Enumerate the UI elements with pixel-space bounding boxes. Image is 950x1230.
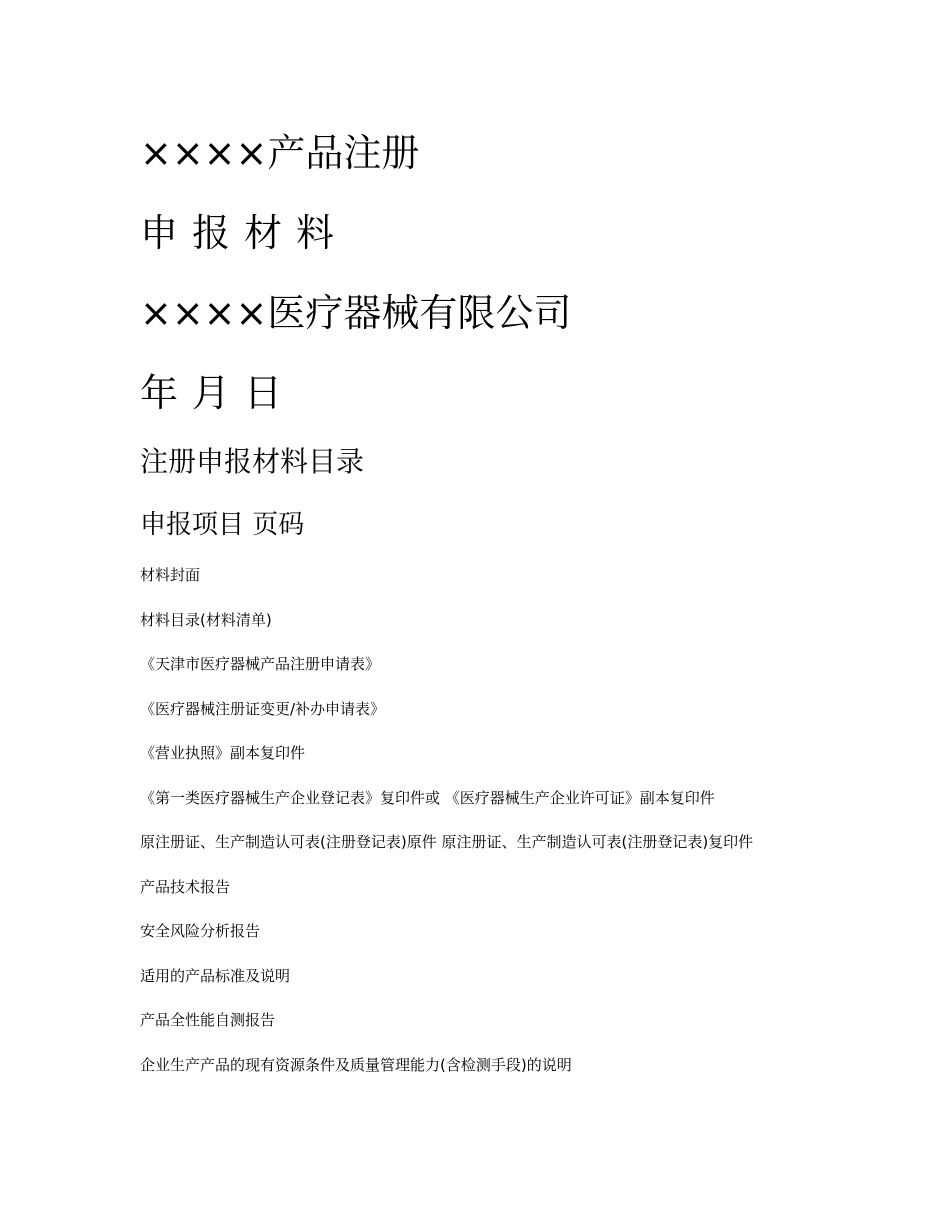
toc-item: 《第一类医疗器械生产企业登记表》复印件或 《医疗器械生产企业许可证》副本复印件: [140, 788, 715, 807]
toc-heading: 注册申报材料目录: [140, 445, 365, 478]
toc-item: 材料封面: [140, 566, 201, 584]
toc-item: 《天津市医疗器械产品注册申请表》: [140, 655, 381, 673]
toc-item: 适用的产品标准及说明: [140, 966, 291, 985]
toc-list: [140, 564, 820, 1098]
toc-item: 安全风险分析报告: [140, 922, 261, 940]
toc-item: 材料目录(材料清单): [140, 610, 272, 629]
cover-date: 年月日: [140, 371, 297, 415]
toc-item: 产品技术报告: [140, 877, 231, 896]
toc-item: 《营业执照》副本复印件: [140, 744, 306, 762]
cover-material-title: 申报材料: [140, 211, 349, 255]
toc-item: 企业生产产品的现有资源条件及质量管理能力(含检测手段)的说明: [140, 1055, 572, 1074]
cover-product-title: ××××产品注册: [140, 131, 420, 175]
toc-item: 原注册证、生产制造认可表(注册登记表)原件 原注册证、生产制造认可表(注册登记表)复印件: [140, 833, 754, 851]
toc-item: 产品全性能自测报告: [140, 1011, 276, 1029]
toc-columns-header: 申报项目 页码: [140, 510, 305, 540]
cover-company-name: ××××医疗器械有限公司: [140, 291, 572, 335]
toc-item: 《医疗器械注册证变更/补办申请表》: [140, 699, 386, 718]
